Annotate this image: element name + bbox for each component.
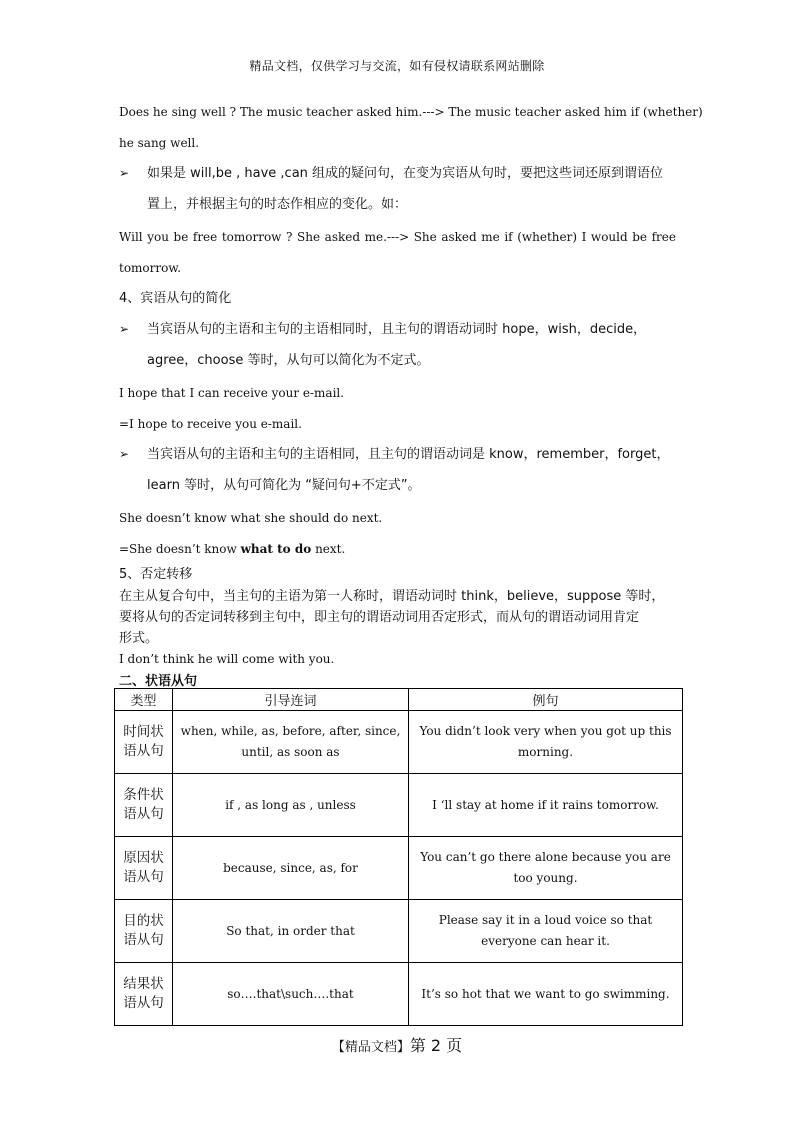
- arrowhead-bullet-icon: ➢: [119, 166, 130, 180]
- arrowhead-bullet-icon: ➢: [119, 322, 130, 336]
- arrowhead-bullet-icon: ➢: [119, 447, 130, 461]
- example-line: [119, 541, 676, 557]
- example-line: tomorrow.: [119, 261, 182, 275]
- page-header: 精品文档，仅供学习与交流，如有侵权请联系网站删除: [249, 59, 545, 73]
- table-header-row: [115, 689, 683, 711]
- example-cell: I ‘ll stay at home if it rains tomorrow.: [409, 774, 683, 837]
- page-footer: [0, 1033, 794, 1056]
- bullet-text: 如果是 will,be , have ,can 组成的疑问句，在变为宾语从句时，要把这些词还原到谓语位: [147, 166, 664, 181]
- bullet-text: learn 等时，从句可简化为 “疑问句+不定式”。: [147, 478, 421, 493]
- example-text: =She doesn’t know: [119, 542, 241, 556]
- paragraph-line: 要将从句的否定词转移到主句中，即主句的谓语动词用否定形式，而从句的谓语动词用肯定: [119, 610, 640, 625]
- table-row: [115, 837, 683, 900]
- column-header-conjunction: 引导连词: [173, 689, 409, 711]
- example-line: I don’t think he will come with you.: [119, 652, 335, 666]
- footer-label: 【精品文档】: [331, 1040, 410, 1055]
- table-row: [115, 774, 683, 837]
- section-heading: 4、宾语从句的简化: [119, 291, 232, 306]
- conjunction-cell: so….that\such….that: [173, 963, 409, 1026]
- page-number: 第 2 页: [409, 1036, 463, 1055]
- bullet-text: agree，choose 等时，从句可以简化为不定式。: [147, 353, 430, 368]
- example-line: =I hope to receive you e-mail.: [119, 417, 302, 431]
- example-line: I hope that I can receive your e-mail.: [119, 386, 345, 400]
- example-line: She doesn’t know what she should do next.: [119, 511, 383, 525]
- example-line: Will you be free tomorrow ? She asked me.---> She asked me if (whether) I would be free: [119, 230, 676, 244]
- example-line: Does he sing well ? The music teacher asked him.---> The music teacher asked him if (whether): [119, 105, 703, 119]
- bullet-text: 当宾语从句的主语和主句的主语相同，且主句的谓语动词是 know，remember，forget，: [147, 447, 670, 462]
- conjunction-cell: if , as long as , unless: [173, 774, 409, 837]
- emphasis-text: what to do: [240, 542, 312, 556]
- example-cell: You can’t go there alone because you are too young.: [409, 837, 683, 900]
- clause-type-cell: 结果状语从句: [115, 963, 173, 1026]
- example-cell: It’s so hot that we want to go swimming.: [409, 963, 683, 1026]
- adverbial-clause-table: [114, 688, 683, 1026]
- column-header-example: 例句: [409, 689, 683, 711]
- conjunction-cell: because, since, as, for: [173, 837, 409, 900]
- bullet-text: 当宾语从句的主语和主句的主语相同时，且主句的谓语动词时 hope，wish，decide，: [147, 322, 647, 337]
- example-line: he sang well.: [119, 136, 200, 150]
- table-row: [115, 711, 683, 774]
- paragraph-line: 形式。: [119, 631, 159, 646]
- clause-type-cell: 目的状语从句: [115, 900, 173, 963]
- example-text: next.: [311, 542, 346, 556]
- column-header-type: 类型: [115, 689, 173, 711]
- table-row: [115, 900, 683, 963]
- example-cell: You didn’t look very when you got up this morning.: [409, 711, 683, 774]
- clause-type-cell: 条件状语从句: [115, 774, 173, 837]
- clause-type-cell: 时间状语从句: [115, 711, 173, 774]
- table-row: [115, 963, 683, 1026]
- section-title: 二、状语从句: [119, 674, 198, 689]
- conjunction-cell: when, while, as, before, after, since, until, as soon as: [173, 711, 409, 774]
- conjunction-cell: So that, in order that: [173, 900, 409, 963]
- section-heading: 5、否定转移: [119, 567, 193, 582]
- example-cell: Please say it in a loud voice so that everyone can hear it.: [409, 900, 683, 963]
- clause-type-cell: 原因状语从句: [115, 837, 173, 900]
- paragraph-line: 在主从复合句中，当主句的主语为第一人称时，谓语动词时 think，believe，suppose 等时，: [119, 589, 665, 604]
- bullet-text: 置上，并根据主句的时态作相应的变化。如：: [147, 197, 408, 212]
